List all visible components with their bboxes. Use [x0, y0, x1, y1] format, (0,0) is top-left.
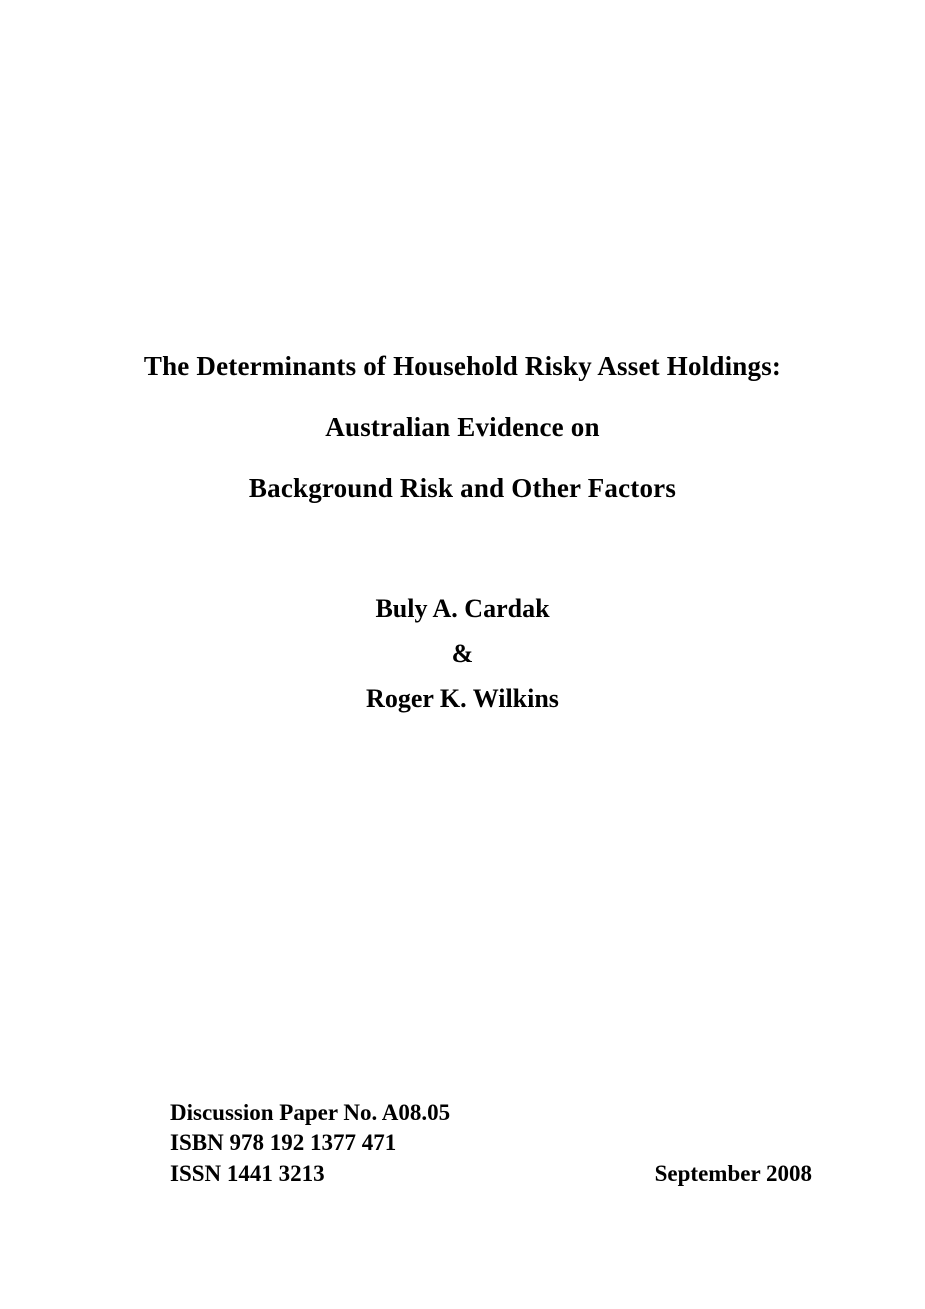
paper-title-line-3: Background Risk and Other Factors — [248, 473, 677, 503]
footer-date: September 2008 — [654, 1161, 812, 1186]
footer-issn: ISSN 1441 3213 — [170, 1161, 325, 1186]
footer-paper-number: Discussion Paper No. A08.05 — [170, 1100, 451, 1125]
footer-isbn: ISBN 978 192 1377 471 — [170, 1130, 397, 1155]
paper-title-line-2: Australian Evidence on — [325, 412, 600, 442]
author-separator: & — [451, 639, 474, 668]
author-name-2: Roger K. Wilkins — [366, 684, 559, 713]
author-name-1: Buly A. Cardak — [375, 594, 550, 623]
paper-title-line-1: The Determinants of Household Risky Asset Holdings: — [143, 351, 782, 381]
